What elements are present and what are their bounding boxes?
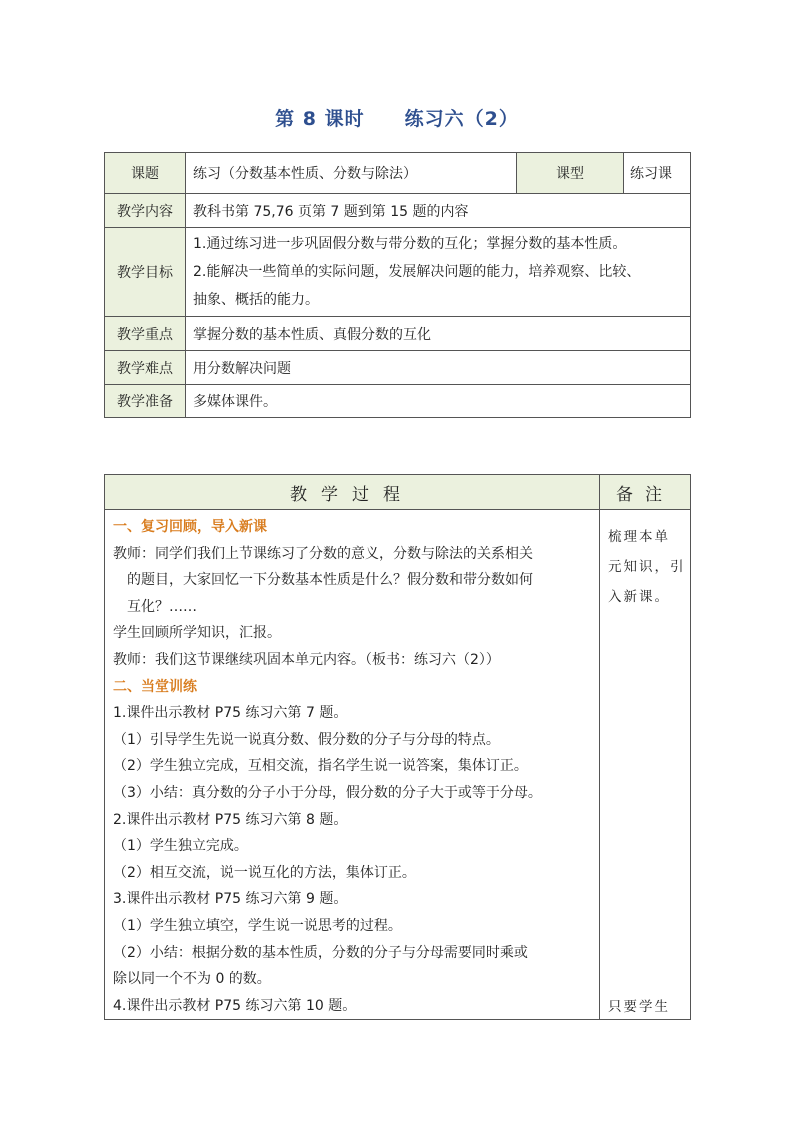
process-line: 1.课件出示教材 P75 练习六第 7 题。 bbox=[113, 705, 348, 722]
process-line: （1）学生独立填空，学生说一说思考的过程。 bbox=[113, 917, 402, 934]
process-body-row bbox=[105, 510, 691, 1020]
prep-label: 教学准备 bbox=[105, 385, 186, 418]
difficulty-value: 用分数解决问题 bbox=[186, 351, 691, 385]
info-row-topic bbox=[105, 153, 691, 194]
process-line: （1）学生独立完成。 bbox=[113, 838, 248, 855]
process-line: （3）小结：真分数的分子小于分母，假分数的分子大于或等于分母。 bbox=[113, 784, 542, 801]
lesson-info-table bbox=[104, 152, 691, 418]
goal-line: 抽象、概括的能力。 bbox=[193, 292, 319, 308]
page-title bbox=[0, 104, 794, 131]
goal-line: 2.能解决一些简单的实际问题，发展解决问题的能力，培养观察、比较、 bbox=[193, 264, 641, 280]
notes-column bbox=[600, 510, 691, 1020]
process-line: 教师：我们这节课继续巩固本单元内容。（板书：练习六（2）） bbox=[113, 651, 500, 668]
note-line: 梳理本单 bbox=[608, 529, 670, 545]
process-line: 教师：同学们我们上节课练习了分数的意义，分数与除法的关系相关 bbox=[113, 545, 533, 562]
process-line: （2）相互交流，说一说互化的方法，集体订正。 bbox=[113, 864, 416, 881]
topic-value: 练习（分数基本性质、分数与除法） bbox=[186, 153, 517, 194]
key-label: 教学重点 bbox=[105, 317, 186, 351]
difficulty-label: 教学难点 bbox=[105, 351, 186, 385]
section-heading: 一、复习回顾，导入新课 bbox=[113, 519, 267, 535]
process-line: （2）小结：根据分数的基本性质，分数的分子与分母需要同时乘或 bbox=[113, 944, 528, 961]
lesson-name: 练习六（2） bbox=[404, 108, 519, 130]
process-line: 学生回顾所学知识，汇报。 bbox=[113, 625, 281, 642]
process-line: 4.课件出示教材 P75 练习六第 10 题。 bbox=[113, 997, 357, 1014]
note-line: 元知识，引 bbox=[608, 559, 686, 575]
process-line: （1）引导学生先说一说真分数、假分数的分子与分母的特点。 bbox=[113, 731, 500, 748]
note-bottom-text: 只要学生 bbox=[608, 999, 670, 1016]
topic-label: 课题 bbox=[105, 153, 186, 194]
info-row-key bbox=[105, 317, 691, 351]
process-line: 互化？…… bbox=[127, 598, 197, 615]
content-value: 教科书第 75,76 页第 7 题到第 15 题的内容 bbox=[186, 194, 691, 228]
goal-line: 1.通过练习进一步巩固假分数与带分数的互化；掌握分数的基本性质。 bbox=[193, 236, 627, 252]
info-row-prep bbox=[105, 385, 691, 418]
lesson-number: 第 8 课时 bbox=[275, 108, 365, 130]
note-line: 入新课。 bbox=[608, 589, 670, 605]
goals-label: 教学目标 bbox=[105, 228, 186, 317]
content-label: 教学内容 bbox=[105, 194, 186, 228]
process-content bbox=[105, 510, 600, 1020]
process-line: 3.课件出示教材 P75 练习六第 9 题。 bbox=[113, 891, 348, 908]
process-line: 2.课件出示教材 P75 练习六第 8 题。 bbox=[113, 811, 348, 828]
key-value: 掌握分数的基本性质、真假分数的互化 bbox=[186, 317, 691, 351]
process-header: 教学过程 bbox=[105, 475, 600, 510]
process-header-row bbox=[105, 475, 691, 510]
teaching-process-table bbox=[104, 474, 691, 1020]
prep-value: 多媒体课件。 bbox=[186, 385, 691, 418]
info-row-difficulty bbox=[105, 351, 691, 385]
type-value: 练习课 bbox=[624, 153, 691, 194]
type-label: 课型 bbox=[517, 153, 624, 194]
process-line: （2）学生独立完成，互相交流，指名学生说一说答案，集体订正。 bbox=[113, 758, 528, 775]
process-line: 除以同一个不为 0 的数。 bbox=[113, 971, 271, 988]
info-row-goals bbox=[105, 228, 691, 317]
info-row-content bbox=[105, 194, 691, 228]
note-text bbox=[608, 522, 688, 612]
goals-value bbox=[186, 228, 691, 317]
section-heading: 二、当堂训练 bbox=[113, 678, 197, 695]
notes-header: 备注 bbox=[600, 475, 691, 510]
process-line: 的题目，大家回忆一下分数基本性质是什么？假分数和带分数如何 bbox=[127, 572, 533, 589]
